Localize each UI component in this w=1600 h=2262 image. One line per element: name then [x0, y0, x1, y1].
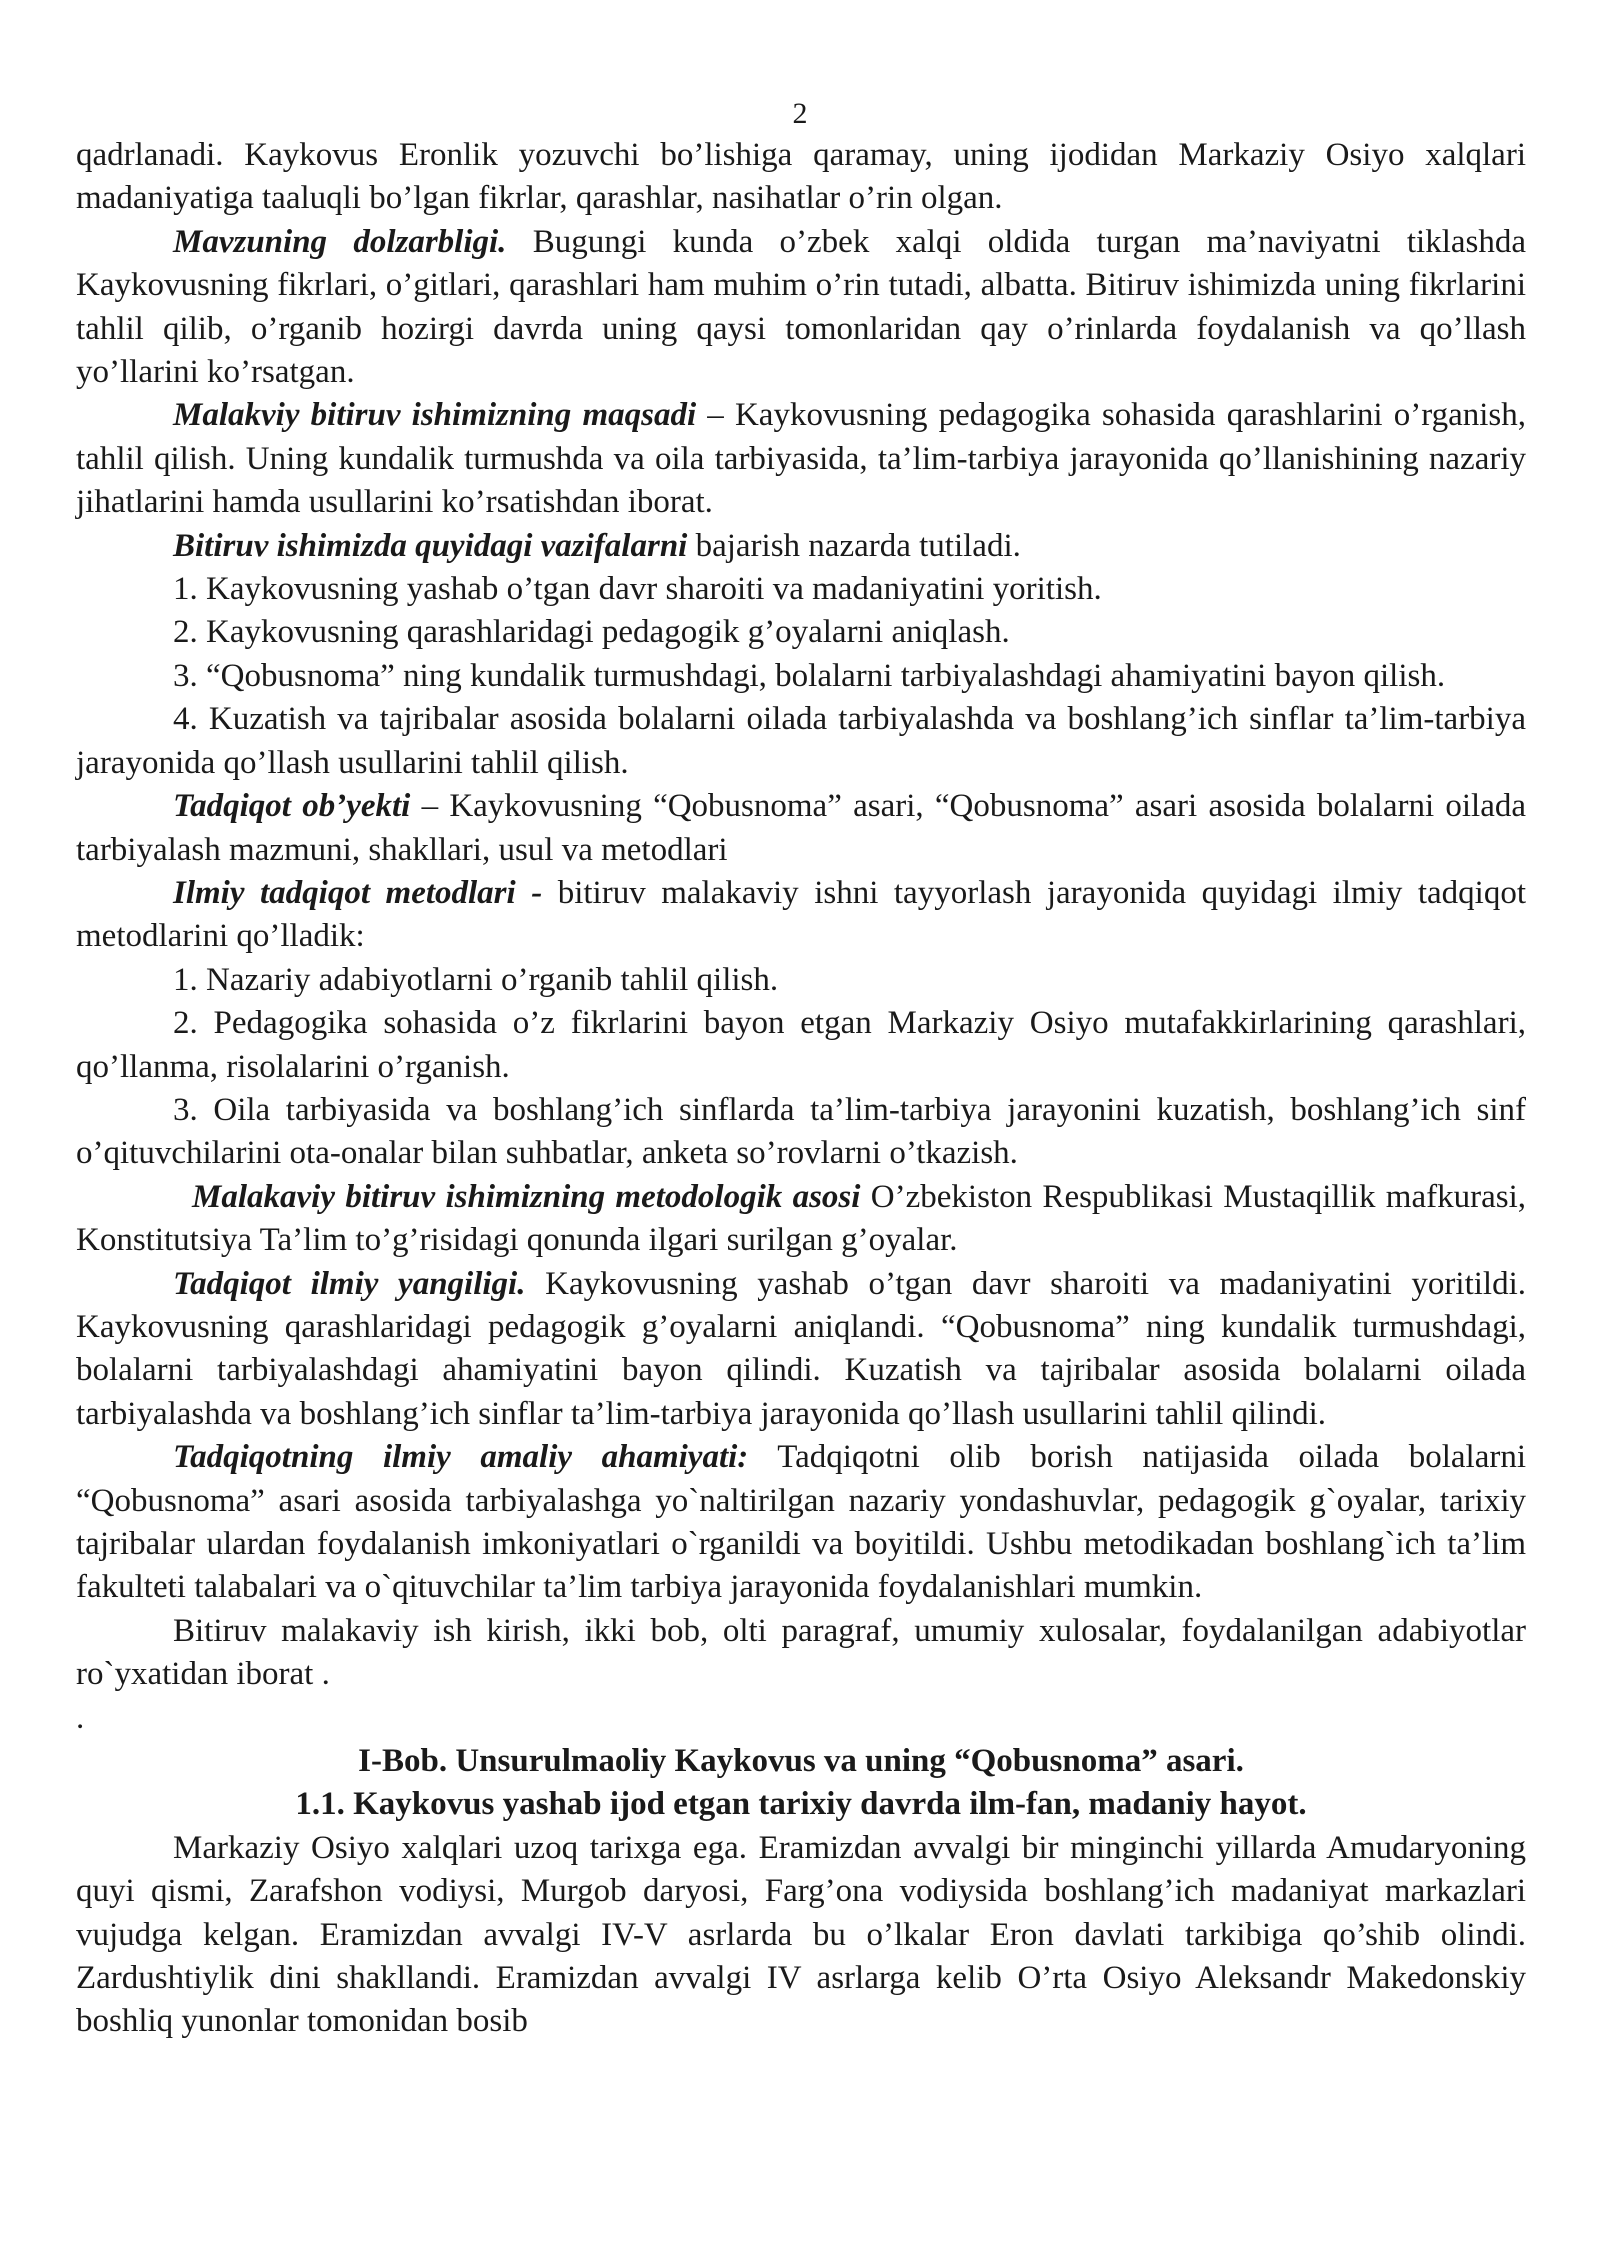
- paragraph-history: Markaziy Osiyo xalqlari uzoq tarixga ega. Eramizdan avvalgi bir minginchi yillarda Amudaryoning quyi qismi, Zarafshon vodiysi, Murgob daryosi, Farg’ona vodiysida boshlang’ich madaniyat markazlari vujudga kelgan. Eramizdan avvalgi IV-V asrlarda bu o’lkalar Eron davlati tarkibiga qo’shib olindi. Zardushtiylik dini shakllandi. Eramizdan avvalgi IV asrlarga kelib O’rta Osiyo Aleksandr Makedonskiy boshliq yunonlar tomonidan bosib: [76, 1829, 1526, 2040]
- paragraph-significance: [76, 1436, 1526, 1610]
- novelty-label: Tadqiqot ilmiy yangiligi.: [173, 1265, 526, 1302]
- methods-label: Ilmiy tadqiqot metodlari -: [173, 874, 543, 911]
- tasks-text: bajarish nazarda tutiladi.: [687, 527, 1021, 564]
- tasks-label: Bitiruv ishimizda quyidagi vazifalarni: [173, 527, 688, 564]
- chapter-heading: I-Bob. Unsurulmaoliy Kaykovus va uning “Qobusnoma” asari.: [358, 1743, 1244, 1780]
- method-item-1: 1. Nazariy adabiyotlarni o’rganib tahlil qilish.: [173, 961, 779, 998]
- goal-text: – Kaykovusning pedagogika sohasida qarashlarini o’rganish, tahlil qilish. Uning kundalik turmushda va oila tarbiyasida, ta’lim-tarbiya jarayonida qo’llanishining nazariy jihatlarini hamda usullarini ko’rsatishdan iborat.: [76, 397, 1526, 521]
- task-item-3: 3. “Qobusnoma” ning kundalik turmushdagi, bolalarni tarbiyalashdagi ahamiyatini bayon qilish.: [173, 657, 1446, 694]
- methods-text: bitiruv malakaviy ishni tayyorlash jarayonida quyidagi ilmiy tadqiqot metodlarini qo’lladik:: [76, 874, 1526, 955]
- document-body: [76, 134, 1526, 2044]
- method-item-3: 3. Oila tarbiyasida va boshlang’ich sinflarda ta’lim-tarbiya jarayonini kuzatish, boshlang’ich sinf o’qituvchilarini ota-onalar bilan suhbatlar, anketa so’rovlarni o’tkazish.: [76, 1091, 1526, 1172]
- methodology-text: O’zbekiston Respublikasi Mustaqillik mafkurasi, Konstitutsiya Ta’lim to’g’risidagi qonunda ilgari surilgan g’oyalar.: [76, 1178, 1526, 1259]
- paragraph-methods: [76, 872, 1526, 959]
- significance-label: Tadqiqotning ilmiy amaliy ahamiyati:: [173, 1439, 749, 1476]
- page-number: 2: [792, 97, 808, 130]
- task-item-2: 2. Kaykovusning qarashlaridagi pedagogik g’oyalarni aniqlash.: [173, 614, 1010, 651]
- task-item-1: 1. Kaykovusning yashab o’tgan davr sharoiti va madaniyatini yoritish.: [173, 571, 1102, 608]
- stray-dot: .: [76, 1699, 85, 1736]
- section-heading: 1.1. Kaykovus yashab ijod etgan tarixiy davrda ilm-fan, madaniy hayot.: [295, 1786, 1307, 1823]
- paragraph-structure: Bitiruv malakaviy ish kirish, ikki bob, olti paragraf, umumiy xulosalar, foydalanilgan adabiyotlar ro`yxatidan iborat .: [76, 1612, 1526, 1693]
- novelty-text: Kaykovusning yashab o’tgan davr sharoiti va madaniyatini yoritildi. Kaykovusning qarashlaridagi pedagogik g’oyalarni aniqlandi. “Qobusnoma” ning kundalik turmushdagi, bolalarni tarbiyalashdagi ahamiyatini bayon qilindi. Kuzatish va tajribalar asosida bolalarni oilada tarbiyalashda va boshlang’ich sinflar ta’lim-tarbiya jarayonida qo’llash usullarini tahlil qilindi.: [76, 1265, 1527, 1432]
- paragraph-intro: qadrlanadi. Kaykovus Eronlik yozuvchi bo’lishiga qaramay, uning ijodidan Markaziy Osiyo xalqlari madaniyatiga taaluqli bo’lgan fikrlar, qarashlar, nasihatlar o’rin olgan.: [76, 137, 1526, 217]
- paragraph-relevance: [76, 221, 1526, 395]
- paragraph-object: [76, 785, 1526, 872]
- paragraph-tasks: [76, 525, 1526, 568]
- goal-label: Malakviy bitiruv ishimizning maqsadi: [173, 397, 697, 434]
- paragraph-methodology: [76, 1176, 1526, 1263]
- object-text: – Kaykovusning “Qobusnoma” asari, “Qobusnoma” asari asosida bolalarni oilada tarbiyalash mazmuni, shakllari, usul va metodlari: [76, 788, 1526, 868]
- task-item-4: 4. Kuzatish va tajribalar asosida bolalarni oilada tarbiyalashda va boshlang’ich sinflar ta’lim-tarbiya jarayonida qo’llash usullarini tahlil qilish.: [76, 701, 1526, 781]
- object-label: Tadqiqot ob’yekti: [173, 788, 411, 825]
- paragraph-goal: [76, 394, 1526, 524]
- relevance-label: Mavzuning dolzarbligi.: [173, 223, 507, 260]
- paragraph-novelty: [76, 1263, 1526, 1437]
- significance-text: Tadqiqotni olib borish natijasida oilada bolalarni “Qobusnoma” asari asosida tarbiyalashga yo`naltirilgan nazariy yondashuvlar, pedagogik g`oyalar, tarixiy tajribalar ulardan foydalanish imkoniyatlari o`rganildi va boyitildi. Ushbu metodikadan boshlang`ich ta’lim fakulteti talabalari va o`qituvchilar ta’lim tarbiya jarayonida foydalanishlari mumkin.: [76, 1439, 1526, 1606]
- relevance-text: Bugungi kunda o’zbek xalqi oldida turgan ma’naviyatni tiklashda Kaykovusning fikrlari, o’gitlari, qarashlari ham muhim o’rin tutadi, albatta. Bitiruv ishimizda uning fikrlarini tahlil qilib, o’rganib hozirgi davrda uning qaysi tomonlaridan qay o’rinlarda foydalanish va qo’llash yo’llarini ko’rsatgan.: [76, 223, 1527, 391]
- methodology-label: Malakaviy bitiruv ishimizning metodologik asosi: [192, 1178, 861, 1215]
- method-item-2: 2. Pedagogika sohasida o’z fikrlarini bayon etgan Markaziy Osiyo mutafakkirlarining qarashlari, qo’llanma, risolalarini o’rganish.: [76, 1005, 1526, 1085]
